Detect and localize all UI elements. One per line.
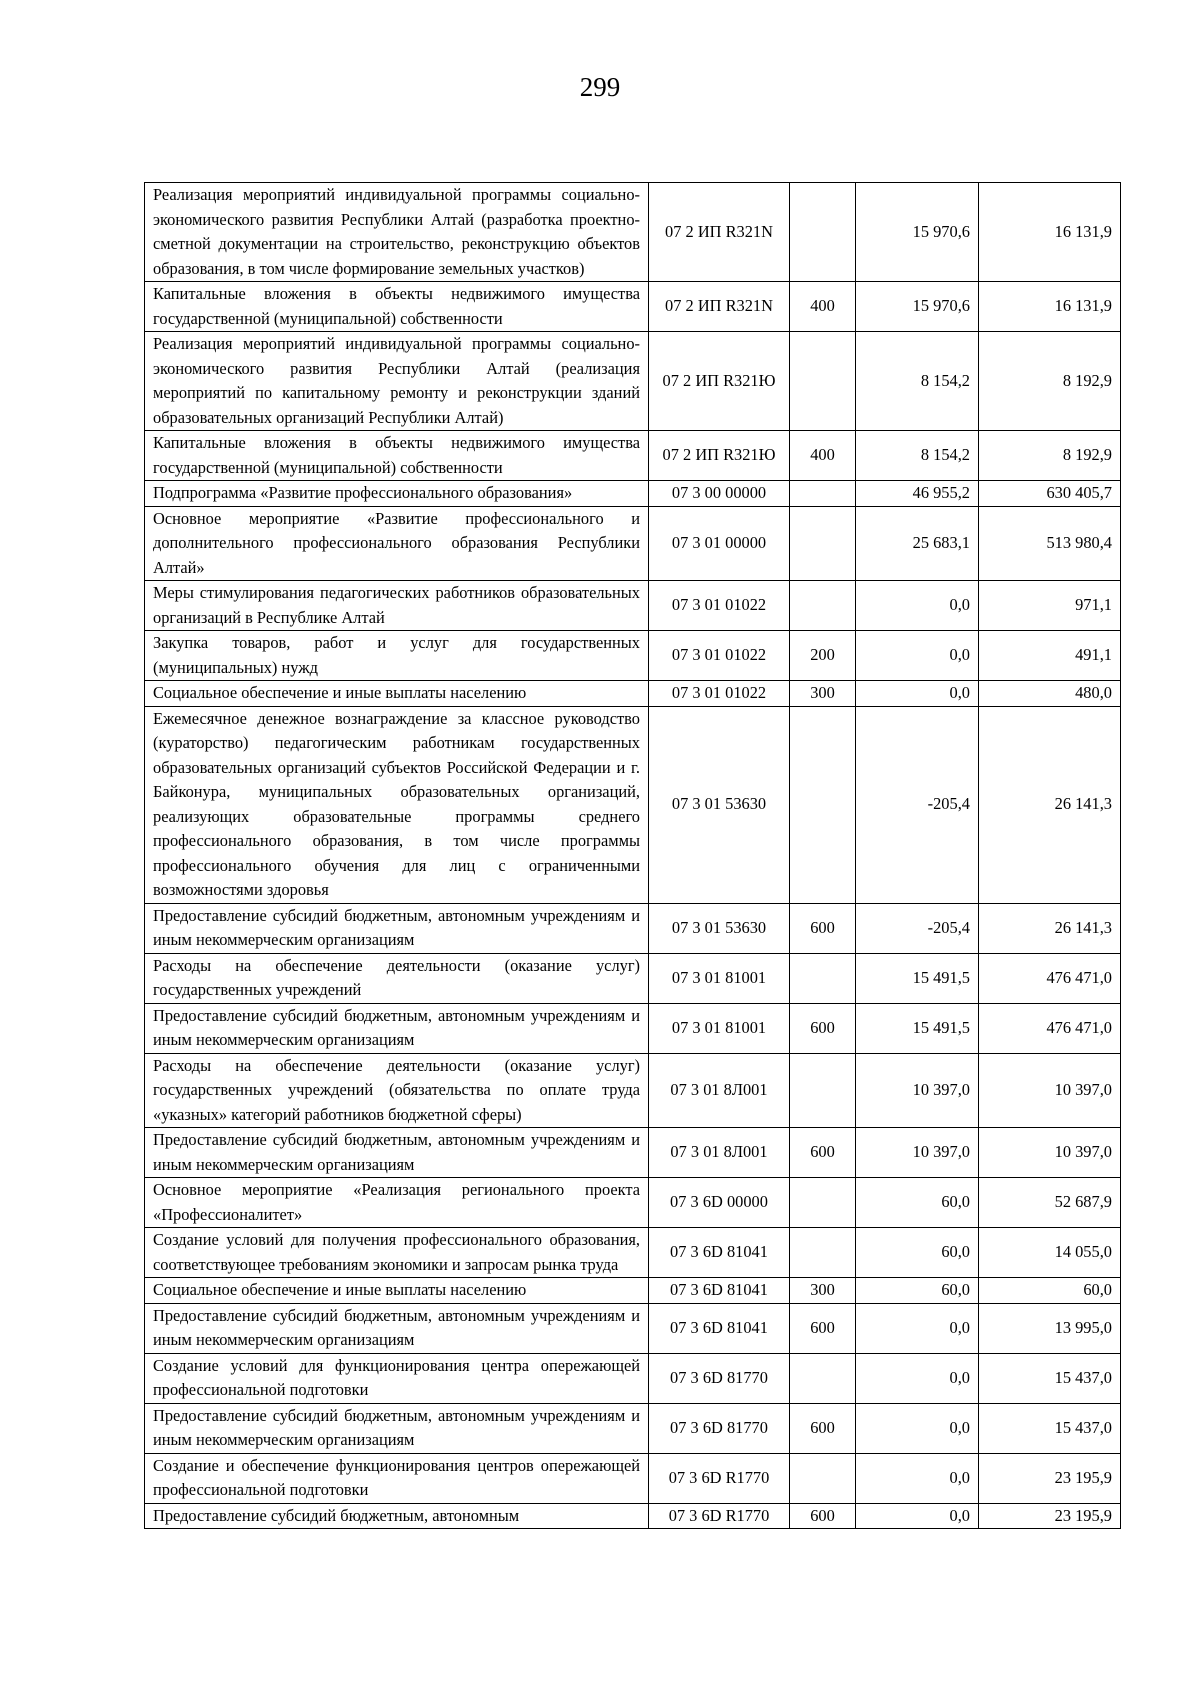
- table-row: [145, 431, 1121, 481]
- row-expense-type-cell: [790, 481, 856, 507]
- row-expense-type-cell: [790, 1228, 856, 1278]
- budget-table-body: [145, 183, 1121, 1529]
- row-code-cell: 07 3 6D 81770: [649, 1353, 790, 1403]
- table-row: [145, 183, 1121, 282]
- row-name-cell: Реализация мероприятий индивидуальной программы социально-экономического развития Республики Алтай (разработка проектно-сметной документации на строительство, реконструкцию объектов образования, в том числе формирование земельных участков): [145, 183, 649, 282]
- row-amount-1-cell: 0,0: [856, 681, 979, 707]
- row-expense-type-cell: 600: [790, 1003, 856, 1053]
- page-number: 299: [579, 72, 621, 102]
- row-amount-1-cell: 15 491,5: [856, 953, 979, 1003]
- row-code-cell: 07 2 ИП R321Ю: [649, 332, 790, 431]
- row-code-cell: 07 3 6D R1770: [649, 1503, 790, 1529]
- row-amount-2-cell: 13 995,0: [979, 1303, 1121, 1353]
- row-name-cell: Расходы на обеспечение деятельности (оказание услуг) государственных учреждений (обязательства по оплате труда «указных» категорий работников бюджетной сферы): [145, 1053, 649, 1128]
- row-amount-2-cell: 476 471,0: [979, 953, 1121, 1003]
- row-amount-1-cell: 25 683,1: [856, 506, 979, 581]
- row-name-cell: Основное мероприятие «Развитие профессионального и дополнительного профессионального образования Республики Алтай»: [145, 506, 649, 581]
- row-name-cell: Подпрограмма «Развитие профессионального образования»: [145, 481, 649, 507]
- row-amount-2-cell: 23 195,9: [979, 1503, 1121, 1529]
- row-name-cell: Основное мероприятие «Реализация регионального проекта «Профессионалитет»: [145, 1178, 649, 1228]
- row-code-cell: 07 3 6D 81770: [649, 1403, 790, 1453]
- row-amount-2-cell: 14 055,0: [979, 1228, 1121, 1278]
- row-code-cell: 07 2 ИП R321N: [649, 282, 790, 332]
- row-code-cell: 07 3 01 8Л001: [649, 1128, 790, 1178]
- row-amount-1-cell: 0,0: [856, 1303, 979, 1353]
- row-expense-type-cell: 300: [790, 1278, 856, 1304]
- row-amount-2-cell: 10 397,0: [979, 1053, 1121, 1128]
- row-expense-type-cell: 400: [790, 431, 856, 481]
- row-amount-2-cell: 60,0: [979, 1278, 1121, 1304]
- row-code-cell: 07 3 01 01022: [649, 581, 790, 631]
- row-amount-1-cell: -205,4: [856, 706, 979, 903]
- row-amount-1-cell: 0,0: [856, 581, 979, 631]
- row-amount-1-cell: 8 154,2: [856, 332, 979, 431]
- row-name-cell: Создание условий для функционирования центра опережающей профессиональной подготовки: [145, 1353, 649, 1403]
- row-name-cell: Социальное обеспечение и иные выплаты населению: [145, 1278, 649, 1304]
- row-amount-1-cell: 46 955,2: [856, 481, 979, 507]
- table-row: [145, 506, 1121, 581]
- row-name-cell: Капитальные вложения в объекты недвижимого имущества государственной (муниципальной) собственности: [145, 282, 649, 332]
- row-amount-2-cell: 630 405,7: [979, 481, 1121, 507]
- row-expense-type-cell: [790, 581, 856, 631]
- table-row: [145, 953, 1121, 1003]
- budget-table: [144, 182, 1121, 1529]
- row-name-cell: Создание условий для получения профессионального образования, соответствующее требованиям экономики и запросам рынка труда: [145, 1228, 649, 1278]
- row-expense-type-cell: 300: [790, 681, 856, 707]
- row-expense-type-cell: 600: [790, 1128, 856, 1178]
- row-expense-type-cell: [790, 332, 856, 431]
- row-code-cell: 07 3 6D 81041: [649, 1303, 790, 1353]
- table-row: [145, 481, 1121, 507]
- table-row: [145, 1278, 1121, 1304]
- table-row: [145, 1353, 1121, 1403]
- row-name-cell: Предоставление субсидий бюджетным, автономным учреждениям и иным некоммерческим организациям: [145, 1303, 649, 1353]
- table-row: [145, 1053, 1121, 1128]
- table-row: [145, 1128, 1121, 1178]
- row-amount-1-cell: 0,0: [856, 1353, 979, 1403]
- row-amount-2-cell: 23 195,9: [979, 1453, 1121, 1503]
- table-row: [145, 332, 1121, 431]
- table-row: [145, 1503, 1121, 1529]
- table-row: [145, 1303, 1121, 1353]
- row-name-cell: Закупка товаров, работ и услуг для государственных (муниципальных) нужд: [145, 631, 649, 681]
- row-amount-1-cell: 0,0: [856, 631, 979, 681]
- row-code-cell: 07 3 01 81001: [649, 1003, 790, 1053]
- row-expense-type-cell: [790, 183, 856, 282]
- row-code-cell: 07 3 01 8Л001: [649, 1053, 790, 1128]
- row-amount-1-cell: 15 970,6: [856, 183, 979, 282]
- row-name-cell: Реализация мероприятий индивидуальной программы социально-экономического развития Республики Алтай (реализация мероприятий по капитальному ремонту и реконструкции зданий образовательных организаций Республики Алтай): [145, 332, 649, 431]
- row-amount-1-cell: 60,0: [856, 1178, 979, 1228]
- row-amount-2-cell: 52 687,9: [979, 1178, 1121, 1228]
- row-name-cell: Предоставление субсидий бюджетным, автономным учреждениям и иным некоммерческим организациям: [145, 1403, 649, 1453]
- row-amount-1-cell: 15 970,6: [856, 282, 979, 332]
- row-amount-1-cell: 0,0: [856, 1453, 979, 1503]
- row-amount-2-cell: 15 437,0: [979, 1403, 1121, 1453]
- table-row: [145, 681, 1121, 707]
- row-code-cell: 07 2 ИП R321N: [649, 183, 790, 282]
- row-code-cell: 07 3 01 81001: [649, 953, 790, 1003]
- table-row: [145, 282, 1121, 332]
- row-code-cell: 07 3 6D 81041: [649, 1228, 790, 1278]
- row-amount-2-cell: 8 192,9: [979, 332, 1121, 431]
- row-expense-type-cell: [790, 953, 856, 1003]
- row-expense-type-cell: 600: [790, 1403, 856, 1453]
- row-expense-type-cell: 600: [790, 1503, 856, 1529]
- row-name-cell: Меры стимулирования педагогических работников образовательных организаций в Республике Алтай: [145, 581, 649, 631]
- row-expense-type-cell: 600: [790, 903, 856, 953]
- row-code-cell: 07 3 6D 00000: [649, 1178, 790, 1228]
- row-code-cell: 07 3 01 53630: [649, 706, 790, 903]
- row-expense-type-cell: 600: [790, 1303, 856, 1353]
- row-expense-type-cell: [790, 1053, 856, 1128]
- table-row: [145, 706, 1121, 903]
- table-row: [145, 631, 1121, 681]
- row-amount-1-cell: -205,4: [856, 903, 979, 953]
- row-expense-type-cell: 200: [790, 631, 856, 681]
- row-amount-1-cell: 60,0: [856, 1228, 979, 1278]
- row-amount-1-cell: 0,0: [856, 1503, 979, 1529]
- row-code-cell: 07 2 ИП R321Ю: [649, 431, 790, 481]
- table-row: [145, 581, 1121, 631]
- row-amount-1-cell: 10 397,0: [856, 1053, 979, 1128]
- table-row: [145, 1453, 1121, 1503]
- row-name-cell: Предоставление субсидий бюджетным, автономным учреждениям и иным некоммерческим организациям: [145, 1003, 649, 1053]
- table-row: [145, 903, 1121, 953]
- table-row: [145, 1403, 1121, 1453]
- row-amount-2-cell: 971,1: [979, 581, 1121, 631]
- row-expense-type-cell: [790, 1178, 856, 1228]
- row-name-cell: Расходы на обеспечение деятельности (оказание услуг) государственных учреждений: [145, 953, 649, 1003]
- row-amount-2-cell: 15 437,0: [979, 1353, 1121, 1403]
- row-expense-type-cell: 400: [790, 282, 856, 332]
- row-amount-2-cell: 476 471,0: [979, 1003, 1121, 1053]
- row-name-cell: Создание и обеспечение функционирования центров опережающей профессиональной подготовки: [145, 1453, 649, 1503]
- row-amount-1-cell: 0,0: [856, 1403, 979, 1453]
- row-code-cell: 07 3 01 53630: [649, 903, 790, 953]
- row-name-cell: Предоставление субсидий бюджетным, автономным учреждениям и иным некоммерческим организациям: [145, 1128, 649, 1178]
- table-row: [145, 1178, 1121, 1228]
- row-name-cell: Предоставление субсидий бюджетным, автономным: [145, 1503, 649, 1529]
- row-amount-1-cell: 8 154,2: [856, 431, 979, 481]
- row-amount-2-cell: 491,1: [979, 631, 1121, 681]
- row-name-cell: Предоставление субсидий бюджетным, автономным учреждениям и иным некоммерческим организациям: [145, 903, 649, 953]
- row-code-cell: 07 3 01 01022: [649, 681, 790, 707]
- row-name-cell: Социальное обеспечение и иные выплаты населению: [145, 681, 649, 707]
- row-name-cell: Ежемесячное денежное вознаграждение за классное руководство (кураторство) педагогическим работникам государственных образовательных организаций субъектов Российской Федерации и г. Байконура, муниципальных образовательных организаций, реализующих образовательные программы среднего профессионального образования, в том числе программы профессионального обучения для лиц с ограниченными возможностями здоровья: [145, 706, 649, 903]
- row-amount-2-cell: 513 980,4: [979, 506, 1121, 581]
- table-row: [145, 1228, 1121, 1278]
- row-expense-type-cell: [790, 1453, 856, 1503]
- row-amount-2-cell: 16 131,9: [979, 282, 1121, 332]
- row-amount-2-cell: 10 397,0: [979, 1128, 1121, 1178]
- row-amount-2-cell: 26 141,3: [979, 903, 1121, 953]
- row-expense-type-cell: [790, 706, 856, 903]
- row-amount-1-cell: 15 491,5: [856, 1003, 979, 1053]
- row-amount-1-cell: 10 397,0: [856, 1128, 979, 1178]
- row-code-cell: 07 3 01 01022: [649, 631, 790, 681]
- row-code-cell: 07 3 6D 81041: [649, 1278, 790, 1304]
- row-amount-1-cell: 60,0: [856, 1278, 979, 1304]
- row-amount-2-cell: 480,0: [979, 681, 1121, 707]
- row-expense-type-cell: [790, 506, 856, 581]
- row-code-cell: 07 3 01 00000: [649, 506, 790, 581]
- row-amount-2-cell: 8 192,9: [979, 431, 1121, 481]
- row-expense-type-cell: [790, 1353, 856, 1403]
- row-code-cell: 07 3 6D R1770: [649, 1453, 790, 1503]
- table-row: [145, 1003, 1121, 1053]
- row-name-cell: Капитальные вложения в объекты недвижимого имущества государственной (муниципальной) собственности: [145, 431, 649, 481]
- row-amount-2-cell: 16 131,9: [979, 183, 1121, 282]
- row-amount-2-cell: 26 141,3: [979, 706, 1121, 903]
- row-code-cell: 07 3 00 00000: [649, 481, 790, 507]
